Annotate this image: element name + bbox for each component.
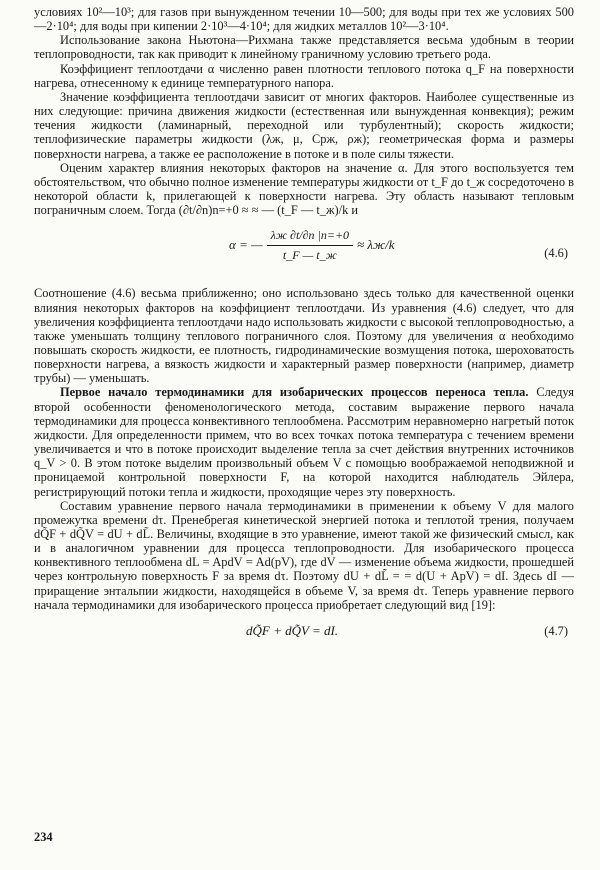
paragraph-6: Соотношение (4.6) весьма приближенно; оно использовано здесь только для качественной оценки влияния некоторых факторов на коэффициент теплоотдачи. Из уравнения (4.6) следует, что для увеличения коэффициента теплоотдачи надо использовать жидкости с высокой теплопроводностью, а также уменьшать толщину теплового пограничного слоя. Поэтому для увеличения α необходимо повышать скорость жидкости, ее плотность, гидродинамические возмущения потока, шероховатость поверхности нагрева, а вязкость жидкости и характерный размер поверхности (например, диаметр трубы) — уменьшать. (34, 286, 574, 386)
equation-4-6-numerator: λж ∂t/∂n |n=+0 (267, 228, 353, 245)
paragraph-1: условиях 10²—10³; для газов при вынужденном течении 10—500; для воды при тех же условиях 500—2·10⁴; для воды при кипении 2·10³—4·10⁴; для жидких металлов 10²—3·10⁴. (34, 5, 574, 34)
paragraph-8: Составим уравнение первого начала термодинамики в применении к объему V для малого промежутка времени dτ. Пренебрегая кинетической энергией потока и теплотой трения, получаем dQ̃F + dQ̃V = dU + dL̃. Величины, входящие в это уравнение, имеют такой же физический смысл, как и в аналогичном уравнении для процесса теплопроводности. Для изобарического процесса конвективного теплообмена dL = ApdV = Ad(pV), где dV — изменение объема жидкости, прошедшей через контрольную поверхность F за время dτ. Поэтому dU + dL̃ = = d(U + ApV) = dI. Здесь dI — приращение энтальпии жидкости, находящейся в объеме V, за время dτ. Теперь уравнение первого начала термодинамики для изобарического процесса приобретает следующий вид [19]: (34, 498, 574, 612)
paragraph-5: Оценим характер влияния некоторых факторов на значение α. Для этого воспользуется тем обстоятельством, что обычно полное изменение температуры жидкости от t_F до t_ж сосредоточено в некоторой области k, прилегающей к поверхности нагрева. Эту область называют тепловым пограничным слоем. Тогда (∂t/∂n)n=+0 ≈ ≈ — (t_F — t_ж)/k и (34, 160, 574, 218)
equation-4-6-lhs: α = — (229, 236, 263, 252)
equation-4-6 (34, 220, 574, 282)
page-number: 234 (34, 830, 53, 844)
equation-4-7-number: (4.7) (544, 623, 568, 638)
paragraph-7-text: Следуя второй особенности феноменологического метода, составим выражение первого начала термодинамики для процесса конвективного теплообмена. Рассмотрим неравномерно нагретый поток жидкости. Для определенности примем, что во всех точках потока температура с течением времени увеличивается и что в потоке происходит выделение тепла за счет действия внутренних источников q_V > 0. В этом потоке выделим произвольный объем V с помощью воображаемой неподвижной и проницаемой контрольной поверхности F, на которой находится наблюдатель Эйлера, регистрирующий потоки тепла и жидкости, проходящие через эту поверхность. (34, 385, 574, 499)
paragraph-2: Использование закона Ньютона—Рихмана также представляется весьма удобным в теории теплопроводности, так как приводит к линейному граничному условию третьего рода. (34, 33, 574, 62)
equation-4-6-approx: ≈ λж/k (357, 236, 395, 252)
section-heading: Первое начало термодинамики для изобарических процессов переноса тепла. (60, 385, 529, 400)
paragraph-3: Коэффициент теплоотдачи α численно равен плотности теплового потока q_F на поверхности нагрева, отнесенному к единице температурного напора. (34, 61, 574, 90)
equation-4-7-body: dQ̃F + dQ̃V = dI. (246, 622, 339, 638)
equation-4-6-body (229, 228, 395, 261)
equation-4-6-fraction (267, 228, 353, 261)
equation-4-6-denominator: t_F — t_ж (282, 247, 337, 262)
equation-4-7 (34, 620, 574, 646)
equation-4-6-number: (4.6) (544, 246, 568, 261)
paragraph-4: Значение коэффициента теплоотдачи зависит от многих факторов. Наиболее существенные из них следующие: причина движения жидкости (естественная или вынужденная конвекция); режим течения жидкости (ламинарный, переходной или турбулентный); скорость жидкости; теплофизические параметры жидкости (λж, μ, Cрж, ρж); геометрическая форма и размеры поверхности нагрева, а также ее расположение в потоке и в поле силы тяжести. (34, 89, 574, 161)
paragraph-7 (34, 385, 574, 498)
